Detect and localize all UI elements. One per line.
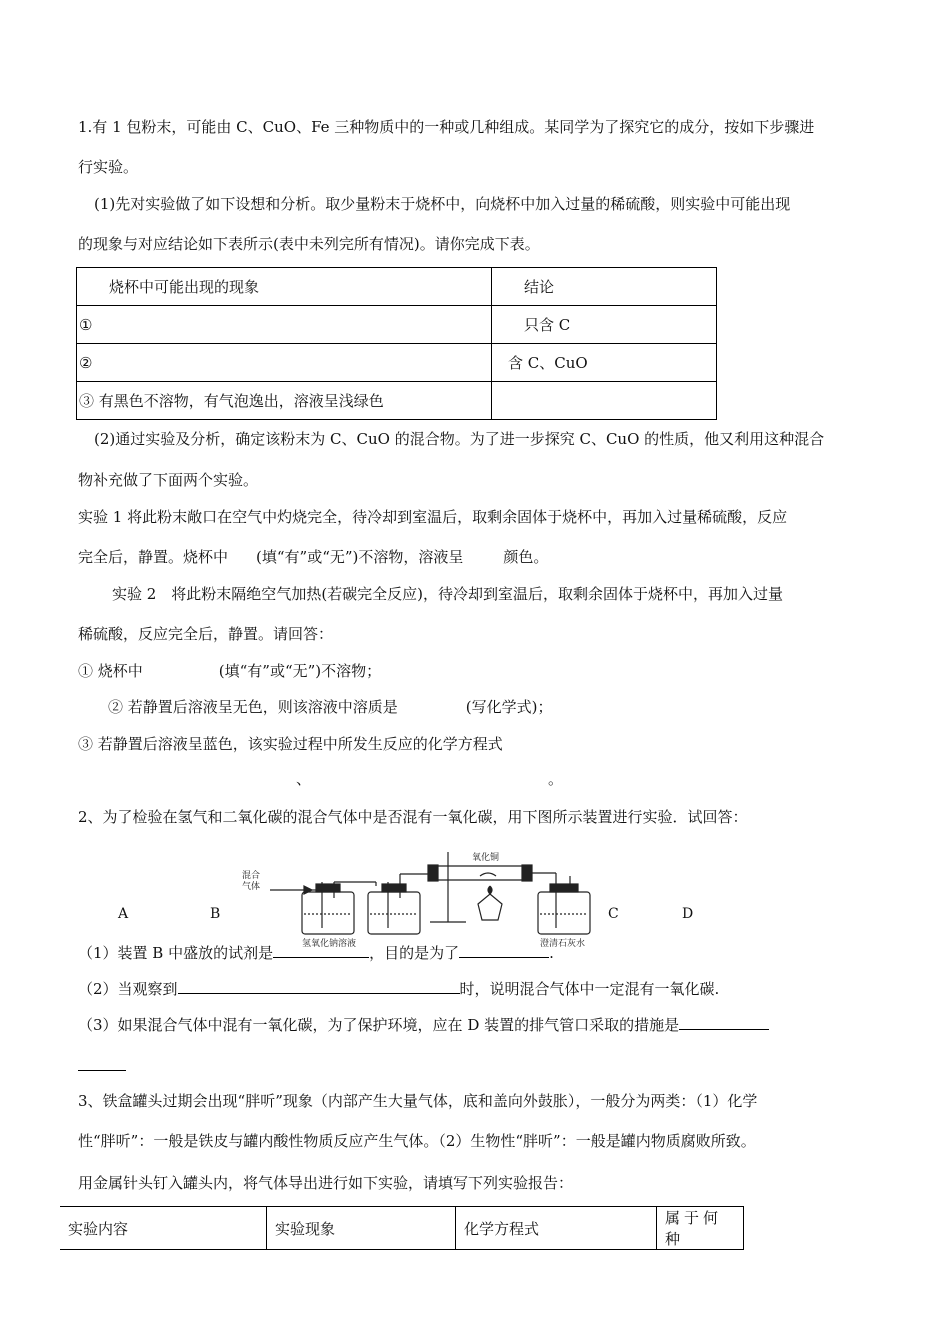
q1-ans3-period: 。 bbox=[548, 770, 564, 788]
q1-row1-conclusion: 只含 C bbox=[492, 306, 717, 344]
gas-apparatus-diagram bbox=[240, 846, 590, 949]
label-d: D bbox=[682, 906, 694, 922]
q3-report-table bbox=[60, 1206, 744, 1250]
q1-table-row bbox=[77, 306, 717, 344]
q1-intro-line1: 1.有 1 包粉末，可能由 C、CuO、Fe 三种物质中的一种或几种组成。某同学为了探究它的成分，按如下步骤进 bbox=[78, 118, 815, 136]
q1-table-header bbox=[77, 268, 717, 306]
bottle-b bbox=[368, 892, 420, 934]
q1-ans1-text-b: (填“有”或“无”)不溶物； bbox=[218, 662, 382, 680]
q1-ans1 bbox=[78, 660, 381, 681]
q1-row1-phenomenon[interactable]: ① bbox=[77, 306, 492, 344]
limewater-label: 澄清石灰水 bbox=[540, 939, 586, 949]
q1-row2-phenomenon[interactable]: ② bbox=[77, 344, 492, 382]
inlet-label-2: 气体 bbox=[242, 882, 261, 892]
q1-part2-line2: 物补充做了下面两个实验。 bbox=[78, 471, 259, 489]
q1-row3-conclusion[interactable] bbox=[492, 382, 717, 420]
q1-part2-line1: (2)通过实验及分析，确定该粉末为 C、CuO 的混合物。为了进一步探究 C、CuO 的性质，他又利用这种混合 bbox=[94, 430, 825, 448]
q1-row2-conclusion: 含 C、CuO bbox=[492, 344, 717, 382]
q3-col-phenomenon: 实验现象 bbox=[267, 1207, 456, 1250]
q1-ans1-text-a: ① 烧杯中 bbox=[78, 662, 143, 680]
q1-row3-phenomenon: ③ 有黑色不溶物，有气泡逸出，溶液呈浅绿色 bbox=[77, 382, 492, 420]
q3-table-header bbox=[60, 1207, 744, 1250]
q2-sub2-text-a: （2）当观察到 bbox=[78, 980, 178, 998]
q3-line3: 用金属针头钉入罐头内，将气体导出进行如下实验，请填写下列实验报告： bbox=[78, 1174, 574, 1192]
q1-ans3: ③ 若静置后溶液呈蓝色，该实验过程中所发生反应的化学方程式 bbox=[78, 735, 503, 753]
cuo-label: 氧化铜 bbox=[472, 853, 500, 863]
bottle-a-stopper bbox=[316, 884, 340, 892]
q3-col-type: 属于何种 bbox=[657, 1207, 744, 1250]
q2-sub2-blank[interactable] bbox=[178, 979, 460, 994]
q2-sub1-blank-purpose[interactable] bbox=[459, 943, 549, 958]
q2-sub3 bbox=[78, 1014, 769, 1035]
alcohol-lamp bbox=[478, 894, 502, 920]
q1-intro-line2: 行实验。 bbox=[78, 158, 139, 176]
q1-table-header-conclusion: 结论 bbox=[492, 268, 717, 306]
q2-sub2 bbox=[78, 978, 719, 999]
q1-table-row bbox=[77, 382, 717, 420]
q3-line1: 3、铁盒罐头过期会出现“胖听”现象（内部产生大量气体，底和盖向外鼓胀），一般分为两类：（1）化学 bbox=[78, 1092, 758, 1110]
q2-sub3-blank-continued[interactable] bbox=[78, 1070, 126, 1071]
q1-table-row bbox=[77, 344, 717, 382]
q1-ans2 bbox=[108, 696, 553, 717]
q3-col-equation: 化学方程式 bbox=[456, 1207, 657, 1250]
q1-table bbox=[76, 267, 717, 420]
lamp-flame bbox=[488, 886, 492, 894]
q1-part1-line2: 的现象与对应结论如下表所示(表中未列完所有情况)。请你完成下表。 bbox=[78, 235, 540, 253]
q1-ans2-text-b: (写化学式)； bbox=[465, 698, 553, 716]
q2-sub1-blank-reagent[interactable] bbox=[273, 943, 369, 958]
q2-intro: 2、为了检验在氢气和二氧化碳的混合气体中是否混有一氧化碳，用下图所示装置进行实验．试回答： bbox=[78, 808, 748, 826]
label-b: B bbox=[210, 906, 221, 922]
q3-col-content: 实验内容 bbox=[60, 1207, 267, 1250]
q1-exp1-text-b: (填“有”或“无”)不溶物，溶液呈 bbox=[256, 548, 464, 566]
cuo-powder bbox=[480, 873, 496, 876]
q1-exp2-line1: 实验 2 将此粉末隔绝空气加热(若碳完全反应)，待冷却到室温后，取剩余固体于烧杯中，再加入过量 bbox=[112, 585, 784, 603]
bottle-a bbox=[302, 892, 354, 934]
q1-ans3-comma: 、 bbox=[296, 770, 312, 788]
q2-sub1-text-c: . bbox=[549, 944, 554, 962]
q2-sub2-text-b: 时，说明混合气体中一定混有一氧化碳. bbox=[459, 980, 720, 998]
bottle-d bbox=[538, 892, 590, 934]
q2-sub1-text-a: （1）装置 B 中盛放的试剂是 bbox=[78, 944, 274, 962]
q1-table-header-phenomenon: 烧杯中可能出现的现象 bbox=[77, 268, 492, 306]
bottle-d-stopper bbox=[550, 884, 578, 892]
naoh-label: 氢氧化钠溶液 bbox=[302, 939, 357, 949]
q1-exp1-text-a: 完全后，静置。烧杯中 bbox=[78, 548, 229, 566]
inlet-label-1: 混合 bbox=[242, 871, 261, 881]
q3-line2: 性“胖听”：一般是铁皮与罐内酸性物质反应产生气体。（2）生物性“胖听”：一般是罐内物质腐败所致。 bbox=[78, 1132, 756, 1150]
q1-ans2-text-a: ② 若静置后溶液呈无色，则该溶液中溶质是 bbox=[108, 698, 398, 716]
q2-sub3-text: （3）如果混合气体中混有一氧化碳，为了保护环境，应在 D 装置的排气管口采取的措施是 bbox=[78, 1016, 680, 1034]
q2-sub1-text-b: ，目的是为了 bbox=[369, 944, 460, 962]
label-a: A bbox=[118, 906, 129, 922]
combustion-tube bbox=[430, 866, 530, 880]
inlet-arrowhead bbox=[304, 886, 312, 894]
q1-exp1-text-c: 颜色。 bbox=[503, 548, 549, 566]
bottle-b-stopper bbox=[382, 884, 406, 892]
q1-exp1-line2 bbox=[78, 546, 548, 567]
q1-exp2-line2: 稀硫酸，反应完全后，静置。请回答： bbox=[78, 625, 334, 643]
q2-sub1 bbox=[78, 942, 554, 963]
q2-sub3-blank[interactable] bbox=[679, 1015, 769, 1030]
label-c: C bbox=[608, 906, 619, 922]
q1-exp1-line1: 实验 1 将此粉末敞口在空气中灼烧完全，待冷却到室温后，取剩余固体于烧杯中，再加入过量稀硫酸，反应 bbox=[78, 508, 788, 526]
q1-part1-line1: (1)先对实验做了如下设想和分析。取少量粉末于烧杯中，向烧杯中加入过量的稀硫酸，则实验中可能出现 bbox=[94, 195, 791, 213]
